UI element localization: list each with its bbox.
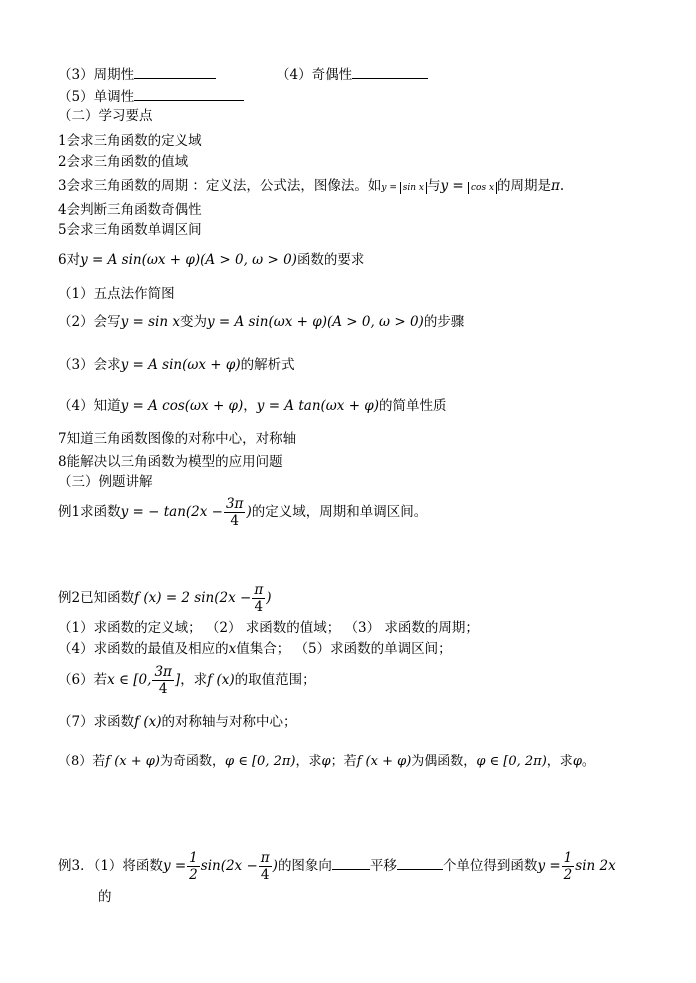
fraction: $\frac{\pi}{4}$ — [254, 582, 264, 615]
subpoint-4: （4）知道y = A cos(ωx + φ)，y = A tan(ωx + φ)的简单性质 — [58, 398, 447, 414]
subpoint-1: （1）五点法作简图 — [58, 286, 175, 302]
point-3: 3会求三角函数的周期 ：定义法，公式法，图像法。如y = sin x 与y = cos x 的周期是π. — [58, 178, 565, 194]
question-row-5: （8）若f (x + φ)为奇函数，φ ∈ [0, 2π)，求φ；若f (x + φ)为偶函数，φ ∈ [0, 2π)，求φ。 — [58, 754, 595, 769]
item-monotonicity: （5）单调性 — [58, 88, 244, 106]
point-6: 6对y = A sin(ωx + φ)(A > 0, ω > 0)函数的要求 — [58, 252, 365, 268]
section-heading-examples: （三）例题讲解 — [58, 474, 153, 490]
question-row-1: （1）求函数的定义域； （2） 求函数的值域； （3） 求函数的周期； — [58, 620, 479, 636]
answer-blank — [352, 66, 428, 79]
point-2: 2会求三角函数的值域 — [58, 154, 189, 170]
point-4: 4会判断三角函数奇偶性 — [58, 202, 202, 218]
example-2: 例2已知函数f (x) = 2 sin(2x − $\frac{\pi}{4}$ ) — [58, 582, 272, 615]
question-row-4: （7）求函数f (x)的对称轴与对称中心； — [58, 714, 297, 730]
fraction: $\frac{1}{2}$ — [563, 850, 573, 883]
section-heading-learning-points: （二）学习要点 — [58, 108, 153, 124]
fraction: $\frac{3\pi}{4}$ — [225, 496, 244, 529]
example-1: 例1求函数y = − tan(2x − $\frac{3\pi}{4}$ )的定义域，周期和单调区间。 — [58, 496, 428, 529]
example-3: 例3．（1）将函数y = $\frac{1}{2}$ sin(2x − $\frac{\pi}{4}$ )的图象向 平移 个单位得到函数y = $\frac{1}{2}$ sin 2x — [58, 850, 616, 883]
question-row-2: （4）求函数的最值及相应的x值集合； （5）求函数的单调区间； — [58, 641, 452, 657]
fraction: $\frac{\pi}{4}$ — [260, 850, 270, 883]
item-parity: （4）奇偶性 — [276, 66, 428, 84]
answer-blank — [332, 857, 370, 870]
point-7: 7知道三角函数图像的对称中心，对称轴 — [58, 431, 297, 447]
answer-blank — [134, 88, 244, 101]
answer-blank — [397, 857, 443, 870]
item-periodicity: （3）周期性 — [58, 66, 216, 84]
point-1: 1会求三角函数的定义域 — [58, 133, 202, 149]
fraction: $\frac{1}{2}$ — [189, 850, 198, 883]
question-row-3: （6）若x ∈ [0, $\frac{3\pi}{4}$ ]，求f (x)的取值范围； — [58, 664, 316, 697]
fraction: $\frac{3\pi}{4}$ — [154, 664, 172, 697]
example-3-continuation: 的 — [98, 889, 112, 905]
point-5: 5会求三角函数单调区间 — [58, 222, 202, 238]
point-8: 8能解决以三角函数为模型的应用问题 — [58, 454, 283, 470]
answer-blank — [134, 66, 216, 79]
subpoint-3: （3）会求y = A sin(ωx + φ)的解析式 — [58, 357, 295, 373]
subpoint-2: （2）会写y = sin x变为y = A sin(ωx + φ)(A > 0, ω > 0)的步骤 — [58, 314, 465, 330]
